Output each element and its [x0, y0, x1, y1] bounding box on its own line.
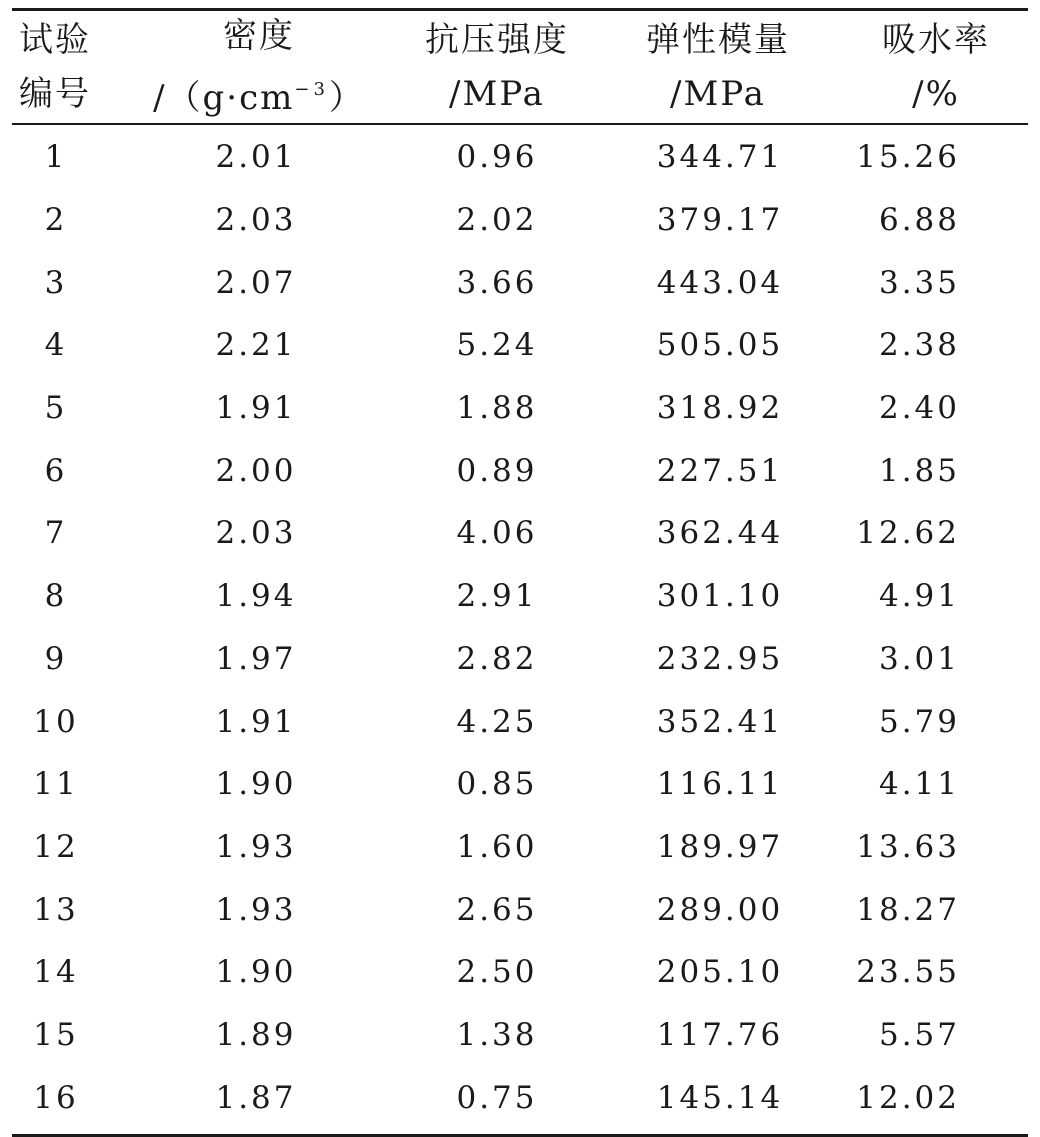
- cell-compressive-strength: 2.65: [456, 891, 538, 928]
- cell-water-absorption: 12.62: [856, 515, 960, 552]
- table-row: [12, 126, 1028, 189]
- cell-sample-number: 13: [33, 891, 79, 928]
- cell-elastic-modulus: 318.92: [656, 390, 784, 427]
- cell-sample-number: 12: [33, 828, 79, 865]
- header-sample-number: [12, 11, 124, 123]
- cell-compressive-strength: 2.02: [456, 202, 538, 239]
- cell-water-absorption: 23.55: [856, 954, 960, 991]
- cell-water-absorption: 15.26: [856, 139, 960, 176]
- cell-water-absorption: 3.35: [878, 264, 960, 301]
- cell-density: 1.90: [215, 766, 297, 803]
- cell-sample-number: 10: [33, 703, 79, 740]
- table-row: [12, 251, 1028, 314]
- cell-compressive-strength: 2.50: [456, 954, 538, 991]
- cell-water-absorption: 4.91: [878, 578, 960, 615]
- table-row: [12, 189, 1028, 252]
- table-row: [12, 628, 1028, 691]
- cell-compressive-strength: 2.82: [456, 640, 538, 677]
- cell-density: 1.93: [215, 828, 297, 865]
- cell-density: 1.89: [215, 1016, 297, 1053]
- cell-sample-number: 1: [44, 139, 68, 176]
- header-label: 编号: [19, 74, 91, 114]
- table-row: [12, 816, 1028, 879]
- header-compressive-strength: [394, 11, 594, 123]
- cell-compressive-strength: 3.66: [456, 264, 538, 301]
- cell-water-absorption: 5.57: [878, 1016, 960, 1053]
- data-table: [12, 8, 1028, 1137]
- cell-density: 1.93: [215, 891, 297, 928]
- header-unit: [153, 63, 365, 125]
- table-row: [12, 502, 1028, 565]
- cell-sample-number: 9: [44, 640, 68, 677]
- table-row: [12, 941, 1028, 1004]
- cell-elastic-modulus: 116.11: [656, 766, 784, 803]
- unit-prefix: /（g·cm: [153, 78, 295, 118]
- unit-suffix: ）: [328, 78, 365, 118]
- header-label: 吸水率: [882, 20, 990, 60]
- table-row: [12, 690, 1028, 753]
- cell-compressive-strength: 0.89: [456, 452, 538, 489]
- header-label: 密度: [223, 16, 295, 56]
- header-elastic-modulus: [594, 11, 830, 123]
- cell-elastic-modulus: 189.97: [656, 828, 784, 865]
- cell-water-absorption: 18.27: [856, 891, 960, 928]
- table-body: [12, 125, 1028, 1134]
- cell-elastic-modulus: 289.00: [656, 891, 784, 928]
- cell-sample-number: 4: [44, 327, 68, 364]
- cell-sample-number: 7: [44, 515, 68, 552]
- cell-compressive-strength: 0.96: [456, 139, 538, 176]
- cell-elastic-modulus: 352.41: [656, 703, 784, 740]
- header-unit: /MPa: [449, 74, 545, 114]
- cell-elastic-modulus: 344.71: [656, 139, 784, 176]
- cell-sample-number: 5: [44, 390, 68, 427]
- header-unit: /%: [912, 74, 960, 114]
- cell-elastic-modulus: 362.44: [656, 515, 784, 552]
- cell-sample-number: 15: [33, 1016, 79, 1053]
- cell-water-absorption: 3.01: [878, 640, 960, 677]
- cell-water-absorption: 4.11: [878, 766, 960, 803]
- cell-water-absorption: 2.38: [878, 327, 960, 364]
- cell-compressive-strength: 4.06: [456, 515, 538, 552]
- cell-density: 1.97: [215, 640, 297, 677]
- cell-water-absorption: 5.79: [878, 703, 960, 740]
- cell-density: 2.03: [215, 515, 297, 552]
- cell-sample-number: 8: [44, 578, 68, 615]
- cell-density: 2.21: [215, 327, 297, 364]
- cell-elastic-modulus: 505.05: [656, 327, 784, 364]
- cell-water-absorption: 6.88: [878, 202, 960, 239]
- cell-compressive-strength: 1.60: [456, 828, 538, 865]
- cell-compressive-strength: 0.75: [456, 1079, 538, 1116]
- cell-sample-number: 16: [33, 1079, 79, 1116]
- cell-sample-number: 6: [44, 452, 68, 489]
- cell-elastic-modulus: 379.17: [656, 202, 784, 239]
- cell-elastic-modulus: 227.51: [656, 452, 784, 489]
- cell-elastic-modulus: 232.95: [656, 640, 784, 677]
- cell-elastic-modulus: 443.04: [656, 264, 784, 301]
- cell-density: 1.87: [215, 1079, 297, 1116]
- cell-density: 2.00: [215, 452, 297, 489]
- cell-elastic-modulus: 205.10: [656, 954, 784, 991]
- cell-density: 1.91: [215, 703, 297, 740]
- header-unit: /MPa: [670, 74, 766, 114]
- table-row: [12, 377, 1028, 440]
- cell-compressive-strength: 4.25: [456, 703, 538, 740]
- cell-density: 1.90: [215, 954, 297, 991]
- cell-elastic-modulus: 145.14: [656, 1079, 784, 1116]
- cell-compressive-strength: 5.24: [456, 327, 538, 364]
- unit-exponent: −3: [294, 79, 329, 100]
- cell-water-absorption: 1.85: [878, 452, 960, 489]
- table-row: [12, 1066, 1028, 1129]
- cell-water-absorption: 13.63: [856, 828, 960, 865]
- table-row: [12, 878, 1028, 941]
- cell-water-absorption: 12.02: [856, 1079, 960, 1116]
- cell-elastic-modulus: 117.76: [656, 1016, 784, 1053]
- cell-elastic-modulus: 301.10: [656, 578, 784, 615]
- cell-sample-number: 3: [44, 264, 68, 301]
- header-label: 试验: [19, 20, 91, 60]
- cell-density: 1.91: [215, 390, 297, 427]
- table-row: [12, 565, 1028, 628]
- cell-compressive-strength: 2.91: [456, 578, 538, 615]
- cell-compressive-strength: 1.88: [456, 390, 538, 427]
- cell-sample-number: 2: [44, 202, 68, 239]
- cell-sample-number: 14: [33, 954, 79, 991]
- header-density: [124, 11, 394, 123]
- table-row: [12, 439, 1028, 502]
- cell-compressive-strength: 0.85: [456, 766, 538, 803]
- cell-density: 2.01: [215, 139, 297, 176]
- cell-compressive-strength: 1.38: [456, 1016, 538, 1053]
- cell-density: 1.94: [215, 578, 297, 615]
- table-row: [12, 753, 1028, 816]
- header-label: 弹性模量: [646, 20, 790, 60]
- table-header: [12, 11, 1028, 123]
- cell-density: 2.03: [215, 202, 297, 239]
- cell-water-absorption: 2.40: [878, 390, 960, 427]
- cell-density: 2.07: [215, 264, 297, 301]
- table-row: [12, 1004, 1028, 1067]
- header-label: 抗压强度: [425, 20, 569, 60]
- table-row: [12, 314, 1028, 377]
- header-water-absorption: [830, 11, 1028, 123]
- cell-sample-number: 11: [33, 766, 79, 803]
